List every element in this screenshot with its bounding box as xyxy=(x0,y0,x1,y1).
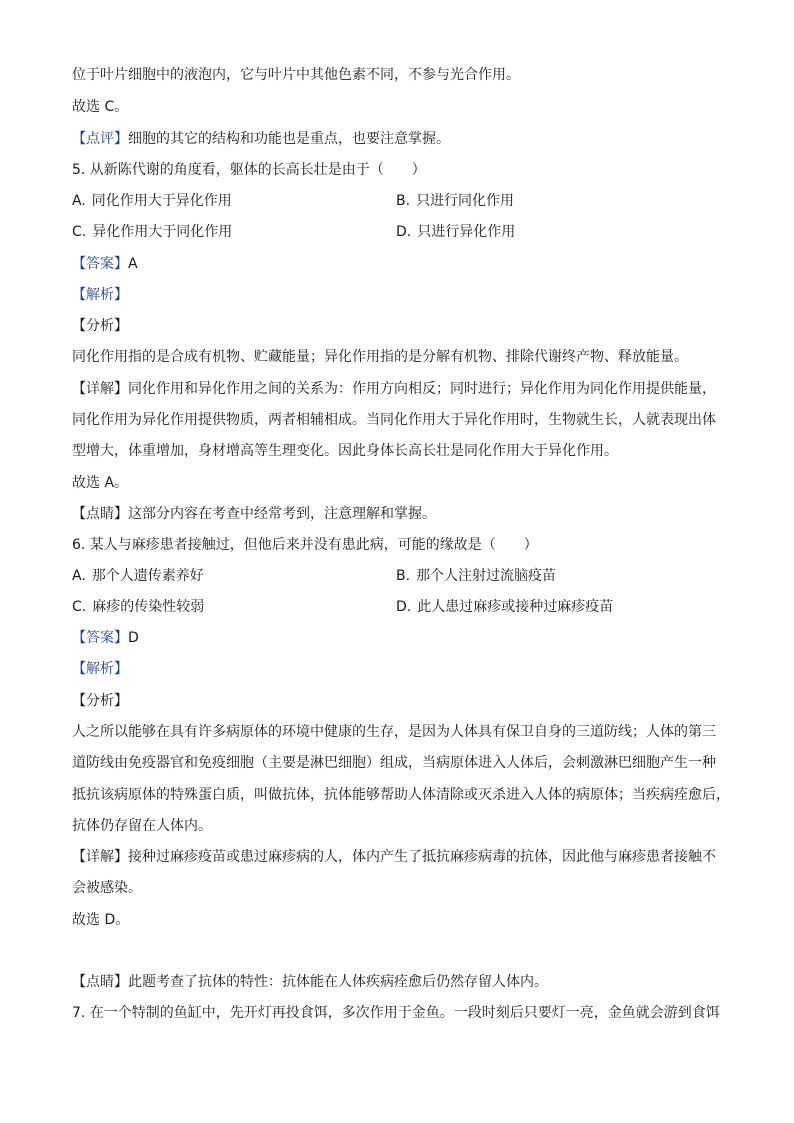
q5-option-a xyxy=(72,192,232,210)
q6-option-a xyxy=(72,567,204,585)
comment-text: 此题考查了抗体的特性：抗体能在人体疾病痊愈后仍然存留人体内。 xyxy=(128,974,548,990)
option-key: A. xyxy=(72,568,86,584)
option-key: C. xyxy=(72,224,87,240)
question-7: 7. 在一个特制的鱼缸中，先开灯再投食饵，多次作用于金鱼。一段时刻后只要灯一亮，金鱼就会游到食饵 xyxy=(72,1005,720,1021)
q6-fenxi-text: 抗体仍存留在人体内。 xyxy=(72,818,212,834)
answer-value: A xyxy=(128,256,138,272)
option-key: C. xyxy=(72,599,87,615)
detail-label: 【详解】 xyxy=(72,849,128,865)
q6-option-c xyxy=(72,598,204,616)
comment-text: 细胞的其它的结构和功能也是重点，也要注意掌握。 xyxy=(128,131,450,147)
option-key: D. xyxy=(396,599,412,615)
option-key: D. xyxy=(396,224,412,240)
option-text: 此人患过麻疹或接种过麻疹疫苗 xyxy=(417,599,614,615)
option-text: 只进行同化作用 xyxy=(416,193,515,209)
option-text: 同化作用大于异化作用 xyxy=(91,193,232,209)
detail-label: 【详解】 xyxy=(72,381,128,397)
answer-label: 【答案】 xyxy=(72,630,128,646)
q6-option-d xyxy=(396,598,613,616)
comment-text: 这部分内容在考查中经常考到，注意理解和掌握。 xyxy=(128,506,436,522)
q6-choose-line: 故选 D。 xyxy=(72,912,130,928)
option-text: 那个人注射过流脑疫苗 xyxy=(416,568,557,584)
q6-fenxi-text: 人之所以能够在具有许多病原体的环境中健康的生存，是因为人体具有保卫自身的三道防线；人体的第三 xyxy=(72,724,716,740)
q5-fenxi-text: 同化作用指的是合成有机物、贮藏能量；异化作用指的是分解有机物、排除代谢终产物、释放能量。 xyxy=(72,349,688,365)
q5-detail-line: 同化作用为异化作用提供物质，两者相辅相成。当同化作用大于异化作用时，生物就生长，人就表现出体 xyxy=(72,412,716,428)
comment-line xyxy=(72,130,732,148)
q6-detail-line xyxy=(72,848,732,866)
q5-option-c xyxy=(72,223,232,241)
q5-option-d xyxy=(396,223,515,241)
detail-text: 同化作用和异化作用之间的关系为：作用方向相反；同时进行；异化作用为同化作用提供能量， xyxy=(128,381,716,397)
q5-analysis-label: 【解析】 xyxy=(72,287,128,303)
comment-label: 【点睛】 xyxy=(72,506,128,522)
q5-detail-line xyxy=(72,380,732,398)
choose-line: 故选 C。 xyxy=(72,99,129,115)
answer-value: D xyxy=(128,630,139,646)
q6-fenxi-text: 抵抗该病原体的特殊蛋白质，叫做抗体，抗体能够帮助人体清除或灭杀进入人体的病原体；当疾病痊愈后， xyxy=(72,787,730,803)
text-line: 位于叶片细胞中的液泡内，它与叶片中其他色素不同，不参与光合作用。 xyxy=(72,67,520,83)
option-key: A. xyxy=(72,193,86,209)
q5-comment-line xyxy=(72,505,732,523)
q5-detail-line: 型增大，体重增加，身材增高等生理变化。因此身体长高长壮是同化作用大于异化作用。 xyxy=(72,443,618,459)
comment-label: 【点评】 xyxy=(72,131,128,147)
option-text: 麻疹的传染性较弱 xyxy=(92,599,205,615)
q5-fenxi-label: 【分析】 xyxy=(72,318,128,334)
option-key: B. xyxy=(396,193,411,209)
answer-label: 【答案】 xyxy=(72,256,128,272)
detail-text: 接种过麻疹疫苗或患过麻疹病的人，体内产生了抵抗麻疹病毒的抗体，因此他与麻疹患者接触不 xyxy=(128,849,716,865)
q6-answer-line xyxy=(72,629,732,647)
option-text: 只进行异化作用 xyxy=(417,224,516,240)
q5-choose-line: 故选 A。 xyxy=(72,475,129,491)
q6-analysis-label: 【解析】 xyxy=(72,661,128,677)
question-5: 5. 从新陈代谢的角度看，躯体的长高长壮是由于（ ） xyxy=(72,162,426,178)
q6-fenxi-label: 【分析】 xyxy=(72,693,128,709)
comment-label: 【点睛】 xyxy=(72,974,128,990)
question-6: 6. 某人与麻疹患者接触过，但他后来并没有患此病，可能的缘故是（ ） xyxy=(72,537,538,553)
option-text: 那个人遗传素养好 xyxy=(91,568,204,584)
q6-option-b xyxy=(396,567,556,585)
q6-detail-line: 会被感染。 xyxy=(72,880,142,896)
q6-comment-line xyxy=(72,973,732,991)
q6-fenxi-text: 道防线由免疫器官和免疫细胞（主要是淋巴细胞）组成，当病原体进入人体后，会刺激淋巴细胞产生一种 xyxy=(72,755,716,771)
option-key: B. xyxy=(396,568,411,584)
option-text: 异化作用大于同化作用 xyxy=(92,224,233,240)
q5-answer-line xyxy=(72,255,732,273)
q5-option-b xyxy=(396,192,514,210)
